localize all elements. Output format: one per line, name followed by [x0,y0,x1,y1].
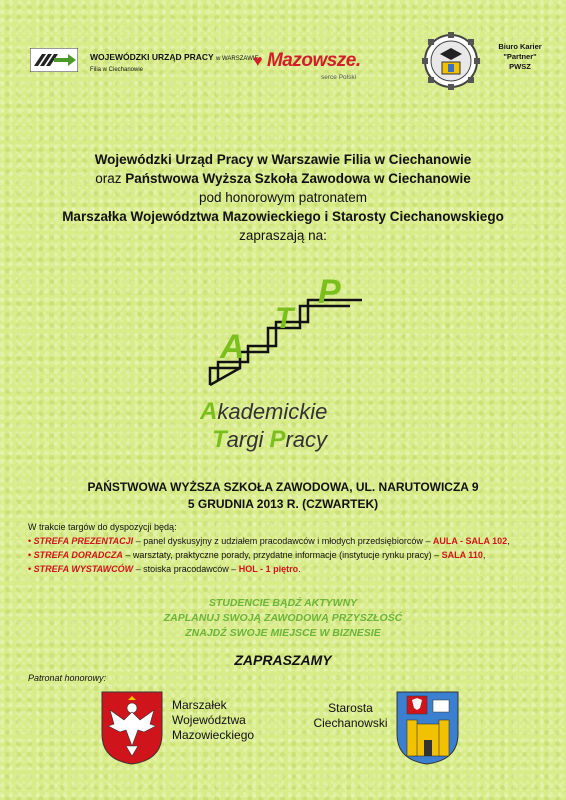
marsz-l3: Mazowieckiego [172,728,255,742]
wup-name [90,52,259,75]
slogan-line-1: STUDENCIE BĄDŹ AKTYWNY [208,597,358,609]
mazowsze-eagle-crest-icon [100,690,164,766]
biuro-l3: PWSZ [509,62,531,71]
mazowsze-logo [253,50,403,81]
zapraszamy-heading: ZAPRASZAMY [234,652,332,668]
zone-place: SALA 110 [441,550,483,560]
atp-letter-a: A [220,328,245,366]
list-item [28,562,548,576]
wup-city: w WARSZAWIE [215,56,259,62]
bullet: • [28,536,32,546]
biuro-l2: "Partner" [503,52,537,61]
list-item [28,534,548,548]
marszalek-label [172,698,254,743]
tp-rest2: racy [285,427,328,452]
marsz-l2: Województwa [172,713,246,727]
zones-list [28,520,548,576]
marsz-l1: Marszałek [172,698,227,712]
venue-date: 5 GRUDNIA 2013 R. (CZWARTEK) [187,497,379,511]
intro-line-2b: Państwowa Wyższa Szkoła Zawodowa w Ciechanowie [125,171,471,186]
zone-desc: – panel dyskusyjny z udziałem pracodawców i młodych przedsiębiorców – [133,536,433,546]
intro-line-3: pod honorowym patronatem [198,190,368,205]
tp-cap1: T [212,426,227,453]
venue-address: PAŃSTWOWA WYŻSZA SZKOŁA ZAWODOWA, UL. NARUTOWICZA 9 [87,480,479,494]
zone-end: , [482,550,486,560]
atp-letter-t: T [275,302,294,335]
biuro-karier [490,42,550,72]
list-item [28,548,548,562]
ciechanow-crest-icon [395,690,460,766]
zones-intro: W trakcie targów do dyspozycji będą: [28,522,177,532]
intro-line-5: zapraszają na: [239,228,327,243]
tp-rest1: argi [226,427,270,452]
intro-line-1: Wojewódzki Urząd Pracy w Warszawie Filia w Ciechanowie [94,152,472,167]
intro-text [0,150,566,245]
zone-name: STREFA PREZENTACJI [33,536,134,546]
heart-icon: ♥ [253,53,263,70]
atp-stairs-logo [200,270,370,395]
patronat-label: Patronat honorowy: [28,673,107,683]
zone-name: STREFA DORADCZA [33,550,123,560]
staro-l2: Ciechanowski [313,716,388,730]
zone-place: AULA - SALA 102 [432,536,508,546]
ak-rest: kademickie [217,399,328,424]
slogan-line-3: ZNAJDŹ SWOJE MIEJSCE W BIZNESIE [185,627,381,639]
zone-end: . [298,564,301,574]
zone-name: STREFA WYSTAWCÓW [33,564,134,574]
atp-name [200,398,400,454]
slogan-line-2: ZAPLANUJ SWOJĄ ZAWODOWĄ PRZYSZŁOŚĆ [163,612,403,624]
slogan [0,596,566,641]
bullet: • [28,564,32,574]
pwsz-gear-emblem-icon [420,32,482,90]
wup-branch: Filia w Ciechanowie [90,67,144,73]
tp-cap2: P [269,426,286,453]
wup-logo-icon [30,48,78,72]
staro-l1: Starosta [328,701,373,715]
mazowsze-sub: serce Polski [321,74,357,81]
zone-end: , [507,536,510,546]
intro-line-4: Marszałka Województwa Mazowieckiego i Starosty Ciechanowskiego [62,209,504,224]
starosta-label [313,701,388,731]
biuro-l1: Biuro Karier [498,42,542,51]
zone-desc: – stoiska pracodawców – [133,564,239,574]
mazowsze-word: Mazowsze. [266,50,361,71]
header [0,30,566,90]
zone-place: HOL - 1 piętro [238,564,299,574]
zone-desc: – warsztaty, praktyczne porady, przydatne informacje (instytucje rynku pracy) – [122,550,442,560]
intro-line-2a: oraz [95,171,126,186]
ak-cap: A [200,398,218,425]
wup-title: WOJEWÓDZKI URZĄD PRACY [90,52,214,62]
atp-letter-p: P [318,273,341,311]
bullet: • [28,550,32,560]
venue-info [0,479,566,513]
